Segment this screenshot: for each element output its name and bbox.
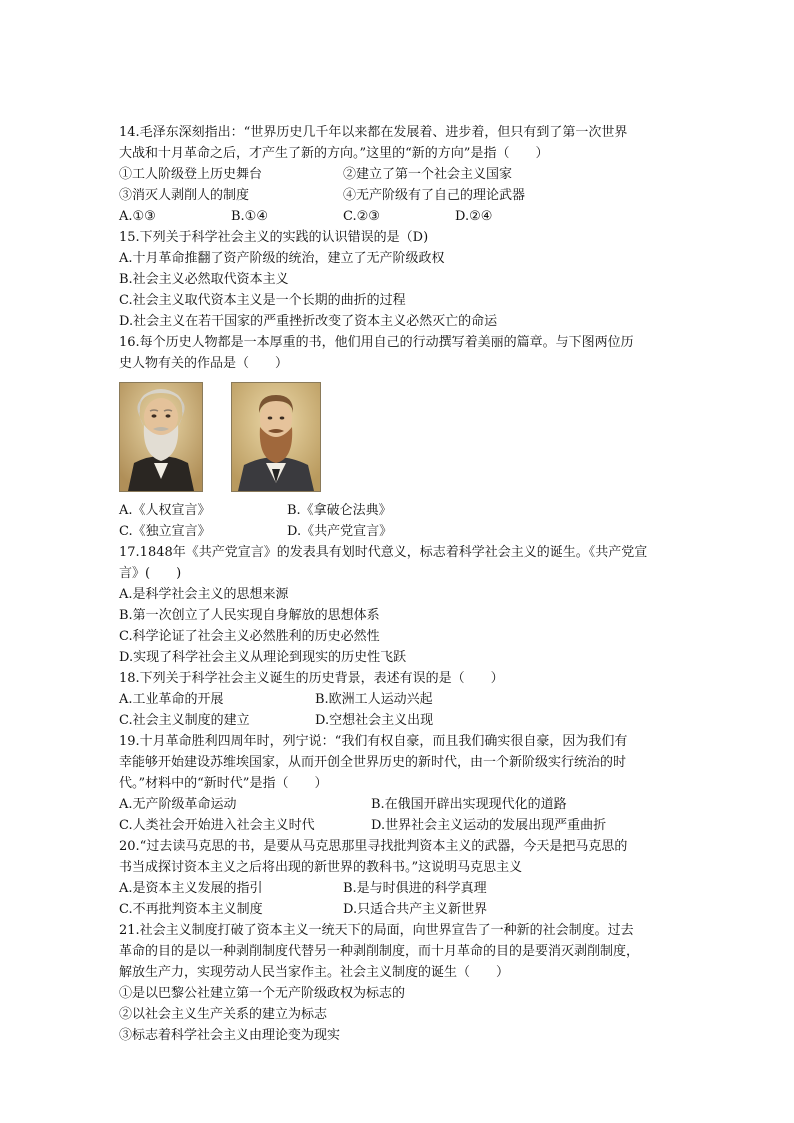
q19-option-d: D.世界社会主义运动的发展出现严重曲折 (371, 818, 607, 833)
question-18-stem: 18.下列关于科学社会主义诞生的历史背景，表述有误的是（ ） (119, 671, 504, 686)
question-19-stem: 19.十月革命胜利四周年时，列宁说：“我们有权自豪，而且我们确实很自豪，因为我们有 (119, 734, 628, 749)
question-16-stem: 16.每个历史人物都是一本厚重的书，他们用自己的行动撰写着美丽的篇章。与下图两位历 (119, 335, 634, 350)
q14-item-2: ②建立了第一个社会主义国家 (343, 167, 513, 182)
q18-option-d: D.空想社会主义出现 (315, 713, 434, 728)
question-14-items-row2 (119, 185, 679, 206)
q19-option-a: A.无产阶级革命运动 (119, 797, 237, 812)
q14-item-3: ③消灭人剥削人的制度 (119, 188, 250, 203)
question-19-options-row2 (119, 815, 679, 836)
q14-option-b: B.①④ (231, 209, 268, 224)
q16-option-b: B.《拿破仑法典》 (287, 503, 392, 518)
q17-option-a: A.是科学社会主义的思想来源 (119, 587, 289, 602)
q14-item-1: ①工人阶级登上历史舞台 (119, 167, 263, 182)
q17-option-d: D.实现了科学社会主义从理论到现实的历史性飞跃 (119, 650, 407, 665)
question-20-stem-cont: 书当成探讨资本主义之后将出现的新世界的教科书。”这说明马克思主义 (119, 860, 523, 875)
q18-option-a: A.工业革命的开展 (119, 692, 224, 707)
question-18-options-row2 (119, 710, 679, 731)
q20-option-c: C.不再批判资本主义制度 (119, 902, 263, 917)
q21-item-3: ③标志着科学社会主义由理论变为现实 (119, 1028, 341, 1043)
question-14-options (119, 206, 679, 227)
question-17-stem-cont: 言》( ) (119, 566, 182, 581)
q14-option-c: C.②③ (343, 209, 380, 224)
question-19-stem-cont1: 幸能够开始建设苏维埃国家，从而开创全世界历史的新时代，由一个新阶级实行统治的时 (119, 755, 627, 770)
question-20-stem: 20.“过去读马克思的书，是要从马克思那里寻找批判资本主义的武器，今天是把马克思的 (119, 839, 628, 854)
q21-item-1: ①是以巴黎公社建立第一个无产阶级政权为标志的 (119, 986, 406, 1001)
question-16-options-row1 (119, 500, 679, 521)
q16-option-a: A.《人权宣言》 (119, 503, 211, 518)
q18-option-c: C.社会主义制度的建立 (119, 713, 250, 728)
question-14-stem-cont: 大战和十月革命之后，才产生了新的方向。”这里的“新的方向”是指（ ） (119, 146, 549, 161)
question-20-options-row2 (119, 899, 679, 920)
question-16-options-row2 (119, 521, 679, 542)
q19-option-b: B.在俄国开辟出实现现代化的道路 (371, 797, 567, 812)
q15-option-b: B.社会主义必然取代资本主义 (119, 272, 289, 287)
question-14-stem: 14.毛泽东深刻指出：“世界历史几千年以来都在发展着、进步着，但只有到了第一次世界 (119, 125, 628, 140)
q19-option-c: C.人类社会开始进入社会主义时代 (119, 818, 315, 833)
q15-option-a: A.十月革命推翻了资产阶级的统治，建立了无产阶级政权 (119, 251, 445, 266)
question-18-options-row1 (119, 689, 679, 710)
question-17-stem: 17.1848年《共产党宣言》的发表具有划时代意义，标志着科学社会主义的诞生。《共产党宣 (119, 545, 648, 560)
question-21-stem-cont2: 解放生产力，实现劳动人民当家作主。社会主义制度的诞生（ ） (119, 965, 510, 980)
question-20-options-row1 (119, 878, 679, 899)
question-19-stem-cont2: 代。”材料中的“新时代”是指（ ） (119, 776, 328, 791)
q18-option-b: B.欧洲工人运动兴起 (315, 692, 433, 707)
q16-option-d: D.《共产党宣言》 (287, 524, 393, 539)
q14-option-a: A.①③ (119, 209, 156, 224)
q14-option-d: D.②④ (455, 209, 493, 224)
q20-option-a: A.是资本主义发展的指引 (119, 881, 263, 896)
portrait-engels-image (231, 382, 321, 492)
question-14-items-row1 (119, 164, 679, 185)
portrait-marx-image (119, 382, 203, 492)
q14-item-4: ④无产阶级有了自己的理论武器 (343, 188, 526, 203)
q15-option-c: C.社会主义取代资本主义是一个长期的曲折的过程 (119, 293, 406, 308)
question-21-stem: 21.社会主义制度打破了资本主义一统天下的局面，向世界宣告了一种新的社会制度。过去 (119, 923, 634, 938)
q17-option-b: B.第一次创立了人民实现自身解放的思想体系 (119, 608, 380, 623)
exam-page (119, 122, 679, 1046)
question-21-stem-cont1: 革命的目的是以一种剥削制度代替另一种剥削制度，而十月革命的目的是要消灭剥削制度， (119, 944, 640, 959)
q20-option-d: D.只适合共产主义新世界 (343, 902, 488, 917)
portraits-figure (119, 382, 679, 490)
question-15-stem: 15.下列关于科学社会主义的实践的认识错误的是（D) (119, 230, 429, 245)
q15-option-d: D.社会主义在若干国家的严重挫折改变了资本主义必然灭亡的命运 (119, 314, 498, 329)
q16-option-c: C.《独立宣言》 (119, 524, 211, 539)
question-16-stem-cont: 史人物有关的作品是（ ） (119, 356, 289, 371)
q21-item-2: ②以社会主义生产关系的建立为标志 (119, 1007, 328, 1022)
question-19-options-row1 (119, 794, 679, 815)
q17-option-c: C.科学论证了社会主义必然胜利的历史必然性 (119, 629, 380, 644)
q20-option-b: B.是与时俱进的科学真理 (343, 881, 487, 896)
